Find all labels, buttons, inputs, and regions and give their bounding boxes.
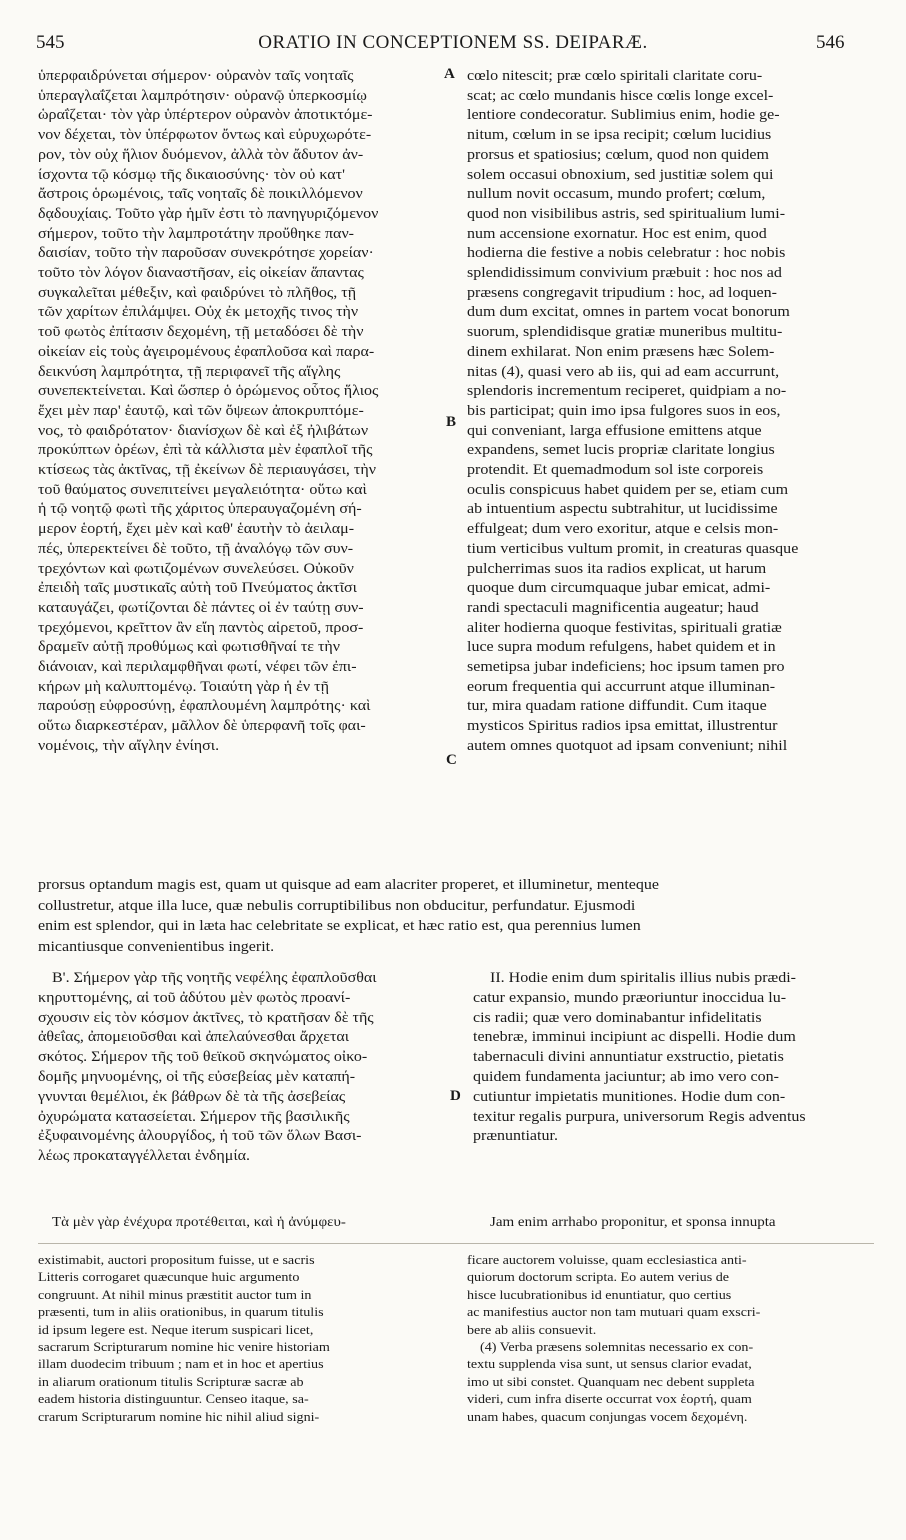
- latin-line: scat; ac cœlo mundanis hisce cœlis longe excel-: [467, 87, 774, 104]
- footnote-line: existimabit, auctori propositum fuisse, ut e sacris: [38, 1253, 315, 1267]
- section-marker-d: D: [450, 1088, 461, 1104]
- latin-line: suorum, splendidisque gratiæ muneribus multitu-: [467, 324, 783, 341]
- latin-line: luce supra modum refulgens, habet quidem et in: [467, 639, 776, 656]
- latin-line: texitur regalis purpura, universorum Regis adventus: [473, 1108, 806, 1125]
- latin-line: eorum frequentia qui accurrunt atque illuminan-: [467, 678, 776, 695]
- greek-line: τοῦτο τὸν λόγον διαναστῆσαν, εἰς οἰκείαν ἅπαντας: [38, 265, 364, 281]
- greek-line: οὕτω διαρκεστέραν, μᾶλλον δὲ ὑπερφανῆ τοῖς φαι-: [38, 718, 366, 735]
- latin-line: expandens, semet lucis propriæ claritate longius: [467, 442, 775, 459]
- greek-line: κήρων μὴ καλυπτομένῳ. Τοιαύτη γὰρ ἡ ἐν τῇ: [38, 678, 329, 695]
- greek-line: ὡραΐζεται· τὸν γὰρ ὑπέρτερον οὐρανὸν ἀποτικτόμε-: [38, 107, 373, 124]
- footnote-line: bere ab aliis consuevit.: [467, 1322, 597, 1337]
- footnote-line: eadem historia distinguuntur. Censeo itaque, sa-: [38, 1392, 309, 1407]
- footnote-line: unam habes, quacum conjungas vocem δεχομένη.: [467, 1409, 748, 1424]
- page-number-left: 545: [36, 32, 65, 53]
- latin-line: num accensione exornatur. Hoc est enim, quod: [467, 225, 767, 242]
- latin-line: cœlo nitescit; præ cœlo spiritali claritate coru-: [467, 68, 763, 84]
- latin-line: bis participat; quin imo ipsa fulgores suos in eos,: [467, 402, 781, 419]
- greek-line: τοῦ φωτὸς ἐπίτασιν δεχομένη, τῇ μεταδόσει δὲ τὴν: [38, 324, 364, 341]
- latin-line: cutiuntur impietatis munitiones. Hodie dum con-: [473, 1088, 786, 1105]
- section-marker-c: C: [446, 752, 457, 768]
- latin-line: quoque dum circumquaque jubar emicat, admi-: [467, 580, 771, 597]
- latin-line: tabernaculi divini annuntiatur exstructio, pietatis: [473, 1049, 784, 1066]
- latin-line: tenebræ, imminui incipiunt ac dispelli. Hodie dum: [473, 1029, 796, 1046]
- greek-line: τρεχόντων καὶ φωτιζομένων συνελεύσει. Οὐκοῦν: [38, 560, 354, 577]
- greek-line: Τὰ μὲν γὰρ ἐνέχυρα προτέθειται, καὶ ἡ ἀνύμφευ-: [52, 1214, 346, 1229]
- latin-line: splendidissimum convivium præbuit : hoc nos ad: [467, 265, 782, 281]
- greek-line: τρεχόμενοι, κρεῖττον ἂν εἴη παντὸς αἱρετοῦ, προσ-: [38, 619, 364, 636]
- latin-line: cis radii; quæ vero dominabantur infidelitatis: [473, 1009, 762, 1026]
- latin-line: Jam enim arrhabo proponitur, et sponsa innupta: [490, 1214, 776, 1229]
- latin-line: mysticos Spiritus radios ipsa emittat, illustrentur: [467, 718, 778, 735]
- running-header: [0, 32, 906, 58]
- latin-line: quod non visibilibus astris, sed spiritualium lumi-: [467, 205, 786, 222]
- latin-line: tium verticibus vultum promit, in creaturas quasque: [467, 540, 799, 557]
- greek-line: κτίσεως τὰς ἀκτῖνας, τῇ ἐκείνων δὲ περιαυγάσει, τὴν: [38, 462, 376, 478]
- footnote-line: hisce lucubrationibus id enuntiatur, quo certius: [467, 1287, 732, 1302]
- latin-line: ab intuentium aspectu subtrahitur, ut lucidissime: [467, 501, 778, 518]
- greek-line: παρούσῃ εὐφροσύνῃ, ἐφαπλουμένη λαμπρότης· καὶ: [38, 698, 371, 715]
- latin-line: aliter hodierna quoque festivitas, spirituali gratiæ: [467, 619, 782, 636]
- greek-line: τῶν χαρίτων ἐπιλάμψει. Οὐχ ἐκ μετοχῆς τινος τὴν: [38, 304, 359, 321]
- latin-line: catur expansio, mundo præoriuntur inoccidua lu-: [473, 989, 787, 1006]
- latin-line: hodierna die festive a nobis celebratur : hoc nobis: [467, 245, 786, 262]
- greek-line: νος, τὸ φαιδρότατον· διανίσχων δὲ καὶ ἐξ ἠλιβάτων: [38, 422, 369, 439]
- greek-line: ἄστροις ὁρωμένοις, ταῖς νοηταῖς δὲ ποικιλλόμενον: [38, 186, 363, 203]
- footnote-line: præsenti, tum in aliis orationibus, in quarum titulis: [38, 1305, 324, 1320]
- greek-line: νον δέχεται, τὸν ὑπέρφωτον ὄντως καὶ εὐρυχωρότε-: [38, 127, 372, 144]
- greek-line: σκότος. Σήμερον τῆς τοῦ θεϊκοῦ σκηνώματος οἰκο-: [38, 1049, 368, 1066]
- latin-line: oculis conspicuus habet quidem per se, etiam cum: [467, 481, 789, 498]
- latin-line: dum dum excitat, omnes in partem vocat bonorum: [467, 304, 790, 321]
- footnote-line: textu supplenda visa sunt, ut sensus clarior evadat,: [467, 1357, 752, 1372]
- greek-line: καταυγάζει, φωτίζονται δὲ πάντες οἱ ἐν ταύτῃ συν-: [38, 599, 364, 616]
- latin-line: pulcherrimas suos ita radios explicat, ut harum: [467, 560, 767, 577]
- latin-line: nitum, cœlum in se ipsa recipit; cœlum lucidius: [467, 127, 772, 144]
- latin-line: qui conveniant, larga effusione emittens atque: [467, 422, 762, 439]
- latin-line: præsens congregavit tripudium : hoc, ad loquen-: [467, 284, 777, 301]
- latin-line: collustretur, atque illa luce, quæ nebulis corruptibilibus non obducitur, perfundatur. Ejusmodi: [38, 897, 636, 914]
- greek-line: δομῆς μηνυομένης, οἱ τῆς εὐσεβείας μὲν καταπή-: [38, 1069, 356, 1085]
- section-marker-b: B: [446, 414, 457, 430]
- latin-line: semetipsa jubar indeficiens; hoc ipsum tamen pro: [467, 659, 785, 675]
- latin-line: quidem fundamenta jaciuntur; ab imo vero con-: [473, 1069, 779, 1085]
- latin-line: micantiusque convenientibus ingerit.: [38, 938, 275, 955]
- greek-line: ἐξυφαινομένης ἁλουργίδος, ἡ τοῦ τῶν ὅλων Βασι-: [38, 1128, 362, 1145]
- greek-line: ρον, τὸν οὐχ ἥλιον δυόμενον, ἀλλὰ τὸν ἄδυτον ἀν-: [38, 146, 364, 163]
- greek-line: κηρυττομένης, αἱ τοῦ ἀδύτου μὲν φωτὸς προανί-: [38, 989, 351, 1006]
- latin-line: enim est splendor, qui in læta hac celebritate se explicat, et hæc ratio est, qua perennius lumen: [38, 918, 641, 934]
- latin-line: splendoris incrementum reciperet, quidpiam a no-: [467, 383, 787, 400]
- page-number-right: 546: [816, 32, 845, 53]
- latin-line: dinem exhilarat. Non enim præsens hæc Solem-: [467, 343, 775, 360]
- greek-line: ἀθεΐας, ἀπομειοῦσθαι καὶ ἀπελαύνεσθαι ἄρχεται: [38, 1029, 350, 1046]
- greek-line: ἐπειδὴ ταῖς μυστικαῖς αὐτὴ τοῦ Πνεύματος ἀκτῖσι: [38, 580, 357, 597]
- footnote-line: in aliarum orationum titulis Scripturæ sacræ ab: [38, 1374, 304, 1389]
- footnote-line: quiorum doctorum scripta. Eo autem verius de: [467, 1270, 730, 1285]
- greek-line: δᾳδουχίαις. Τοῦτο γὰρ ἡμῖν ἐστι τὸ πανηγυριζόμενον: [38, 205, 379, 222]
- latin-line: II. Hodie enim dum spiritalis illius nubis prædi-: [490, 970, 797, 986]
- greek-line: Β'. Σήμερον γὰρ τῆς νοητῆς νεφέλης ἐφαπλοῦσθαι: [52, 970, 377, 986]
- latin-line: tur, mira quadam ratione diffundit. Cum itaque: [467, 698, 767, 715]
- footnote-line: crarum Scripturarum nomine hic nihil aliud signi-: [38, 1409, 320, 1424]
- latin-line: lentiore condecoratur. Sublimius enim, hodie ge-: [467, 107, 780, 124]
- greek-line: ἔχει μὲν παρ' ἑαυτῷ, καὶ τῶν ὄψεων ἀποκρυπτόμε-: [38, 402, 364, 419]
- greek-line: ίσχοντα τῷ κόσμῳ τῆς δικαιοσύνης· τὸν οὐ κατ': [38, 166, 345, 183]
- latin-line: effulgeat; dum vero exoritur, atque e celsis mon-: [467, 521, 779, 538]
- greek-line: ὀχυρώματα κατασείεται. Σήμερον τῆς βασιλικῆς: [38, 1108, 350, 1125]
- greek-line: γνυνται θεμέλιοι, ἐκ βάθρων δὲ τὰ τῆς ἀσεβείας: [38, 1088, 346, 1105]
- latin-line: prænuntiatur.: [473, 1128, 558, 1145]
- greek-line: διάνοιαν, καὶ περιλαμφθῆναι φωτί, νέφει τῶν ἐπι-: [38, 659, 357, 675]
- greek-line: δραμεῖν αὐτῇ προθύμως καὶ φωτισθῆναί τε τὴν: [38, 639, 341, 656]
- latin-line: protendit. Et quemadmodum sol iste corporeis: [467, 462, 764, 478]
- greek-line: μερον ἑορτή, ἔχει μὲν καὶ καθ' ἑαυτὴν τὸ ἀειλαμ-: [38, 521, 355, 538]
- greek-line: ὑπερφαιδρύνεται σήμερον· οὐρανὸν ταῖς νοηταῖς: [38, 68, 354, 84]
- latin-line: prorsus optandum magis est, quam ut quisque ad eam alacriter properet, et illuminetur, menteque: [38, 877, 660, 893]
- latin-line: autem omnes quotquot ad ipsam conveniunt; nihil: [467, 737, 788, 754]
- footnote-line: Litteris corrogaret quæcunque huic argumento: [38, 1270, 300, 1285]
- greek-line: ἡ τῷ νοητῷ φωτὶ τῆς χάριτος ὑπεραυγαζομένη σή-: [38, 501, 362, 518]
- latin-line: prorsus et spatiosius; cœlum, quod non quidem: [467, 146, 769, 163]
- footnote-line: videri, cum infra diserte occurrat vox ἑορτή, quam: [467, 1392, 752, 1407]
- greek-line: δεικνύση λαμπρότητα, τῇ περιφανεῖ τῆς αἴγλης: [38, 363, 341, 380]
- greek-line: ὑπεραγλαΐζεται λαμπρότησιν· οὐρανῷ ὑπερκοσμίῳ: [38, 87, 367, 104]
- greek-line: σχουσιν εἰς τὸν κόσμον ἀκτῖνες, τὸ κρατῆσαν δὲ τῆς: [38, 1009, 374, 1026]
- footnote-line: ac manifestius auctor non tam mutuari quam exscri-: [467, 1305, 761, 1320]
- footnote-line: sacrarum Scripturarum nomine hic venire historiam: [38, 1340, 330, 1354]
- greek-line: πές, ὑπερεκτείνει δὲ τοῦτο, τῇ ἀναλόγῳ τῶν συν-: [38, 540, 354, 557]
- greek-line: τοῦ θαύματος συνεπιτείνει μεγαλειότητα· οὕτω καὶ: [38, 481, 367, 498]
- greek-line: συνεπεκτείνεται. Καὶ ὥσπερ ὁ ὁρώμενος οὗτος ἥλιος: [38, 383, 379, 400]
- footnote-line: illam duodecim tribuum ; nam et in hoc et apertius: [38, 1357, 324, 1372]
- greek-line: σήμερον, τοῦτο τὴν λαμπροτάτην προὔθηκε παν-: [38, 225, 355, 242]
- latin-line: solem occasui obnoxium, sed justitiæ solem qui: [467, 166, 774, 183]
- greek-line: οἰκείαν εἰς τοὺς ἀγειρομένους ἐφαπλοῦσα καὶ παρα-: [38, 343, 375, 360]
- latin-line: nitas (4), quasi vero ab iis, qui ad eam accurrunt,: [467, 363, 780, 380]
- footnote-line: ficare auctorem voluisse, quam ecclesiastica anti-: [467, 1253, 747, 1267]
- latin-line: nullum novit occasum, mundo profert; cœlum,: [467, 186, 766, 203]
- footnote-line: imo ut sibi constet. Quanquam nec debent suppleta: [467, 1374, 755, 1389]
- section-marker-a: A: [444, 66, 455, 82]
- footnote-separator: [38, 1243, 874, 1244]
- footnote-line: congruunt. At nihil minus præstitit auctor tum in: [38, 1287, 312, 1302]
- greek-line: νομένοις, τὴν αἴγλην ἐνίησι.: [38, 737, 220, 754]
- latin-line: randi spectaculi magnificentia augeatur; haud: [467, 599, 759, 616]
- greek-line: λέως προκαταγγέλλεται ἐνδημία.: [38, 1148, 251, 1165]
- greek-line: δαισίαν, τοῦτο τὴν παροῦσαν συνεκρότησε χορείαν·: [38, 245, 374, 262]
- footnote-line: (4) Verba præsens solemnitas necessario ex con-: [480, 1340, 754, 1354]
- greek-line: συγκαλεῖται μέθεξιν, καὶ φαιδρύνει τὸ πλῆθος, τῇ: [38, 284, 357, 301]
- running-title: ORATIO IN CONCEPTIONEM SS. DEIPARÆ.: [258, 32, 648, 53]
- footnote-line: id ipsum legere est. Neque iterum suspicari licet,: [38, 1322, 314, 1337]
- greek-line: προκύπτων ὀρέων, ἐπὶ τὰ κάλλιστα μὲν ἐφαπλοῖ τῆς: [38, 442, 373, 459]
